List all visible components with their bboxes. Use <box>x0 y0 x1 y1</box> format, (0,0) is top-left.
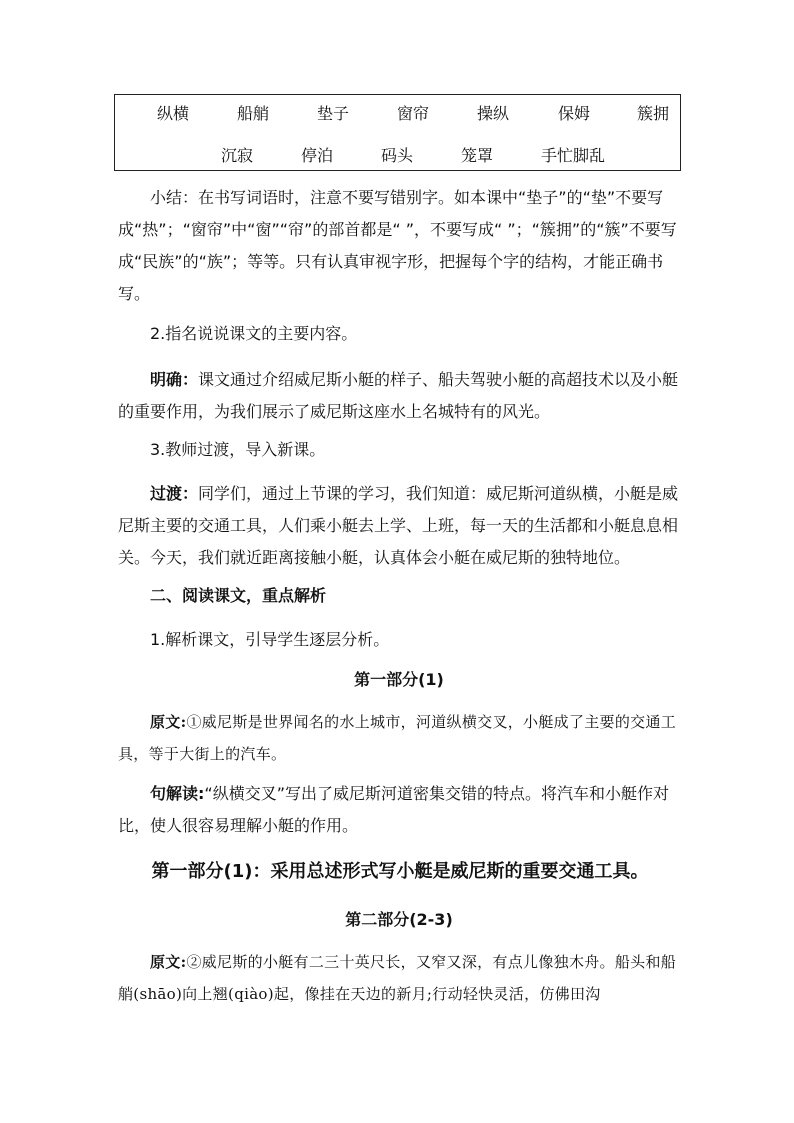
transition-paragraph <box>118 478 680 574</box>
clarify-paragraph <box>118 364 680 428</box>
vocab-word: 纵横 <box>156 104 190 123</box>
vocab-word: 垫子 <box>316 104 350 123</box>
part1-summary: 第一部分(1)：采用总述形式写小艇是威尼斯的重要交通工具。 <box>151 861 649 882</box>
vocab-word: 簇拥 <box>636 104 670 123</box>
vocab-word: 保姆 <box>557 104 591 123</box>
clarify-label: 明确： <box>150 370 199 389</box>
analysis-label: 句解读: <box>150 784 205 803</box>
item-3: 3.教师过渡，导入新课。 <box>150 440 326 459</box>
vocab-word: 笼罩 <box>460 146 494 165</box>
original-text: ②威尼斯的小艇有二三十英尺长，又窄又深，有点儿像独木舟。船头和船艄(shāo)向上翘(qiào)起，像挂在天边的新月;行动轻快灵活，仿佛田沟 <box>118 953 677 1003</box>
clarify-text: 课文通过介绍威尼斯小艇的样子、船夫驾驶小艇的高超技术以及小艇的重要作用，为我们展示了威尼斯这座水上名城特有的风光。 <box>118 370 679 421</box>
part2-original <box>118 946 680 1010</box>
vocab-word: 手忙脚乱 <box>540 146 606 165</box>
vocab-word: 码头 <box>380 146 414 165</box>
vocab-word: 窗帘 <box>396 104 430 123</box>
part2-heading: 第二部分(2-3) <box>345 910 453 929</box>
vocab-word: 操纵 <box>476 104 510 123</box>
summary-paragraph <box>118 182 680 310</box>
original-text: ①威尼斯是世界闻名的水上城市，河道纵横交叉，小艇成了主要的交通工具，等于大街上的汽车。 <box>118 713 677 763</box>
vocab-table <box>114 94 681 171</box>
summary-label: 小结： <box>150 188 199 207</box>
part1-analysis <box>118 778 680 842</box>
vocab-row-1 <box>115 103 680 125</box>
vocab-word: 停泊 <box>300 146 334 165</box>
section-heading: 二、阅读课文，重点解析 <box>150 586 327 605</box>
transition-text: 同学们，通过上节课的学习，我们知道：威尼斯河道纵横，小艇是威尼斯主要的交通工具，人们乘小艇去上学、上班，每一天的生活都和小艇息息相关。今天，我们就近距离接触小艇，认真体会小艇在威尼斯的独特地位。 <box>118 484 679 567</box>
vocab-word: 沉寂 <box>220 146 254 165</box>
analysis-text: “纵横交叉”写出了威尼斯河道密集交错的特点。将汽车和小艇作对比，使人很容易理解小艇的作用。 <box>118 784 669 835</box>
original-label: 原文: <box>150 953 187 971</box>
original-label: 原文: <box>150 713 187 731</box>
vocab-row-2 <box>115 145 680 167</box>
vocab-word: 船艄 <box>236 104 270 123</box>
summary-text: 在书写词语时，注意不要写错别字。如本课中“垫子”的“垫”不要写成“热”；“窗帘”中“窗”“帘”的部首都是“ ”，不要写成“ ”；“簇拥”的“簇”不要写成“民族”的“族”；等等。只有认真审视字形，把握每个字的结构，才能正确书写。 <box>118 188 677 303</box>
item-2: 2.指名说说课文的主要内容。 <box>150 324 358 343</box>
part1-heading: 第一部分(1) <box>354 670 444 689</box>
item-1: 1.解析课文，引导学生逐层分析。 <box>150 630 390 649</box>
part1-original <box>118 706 680 770</box>
transition-label: 过渡： <box>150 484 199 503</box>
